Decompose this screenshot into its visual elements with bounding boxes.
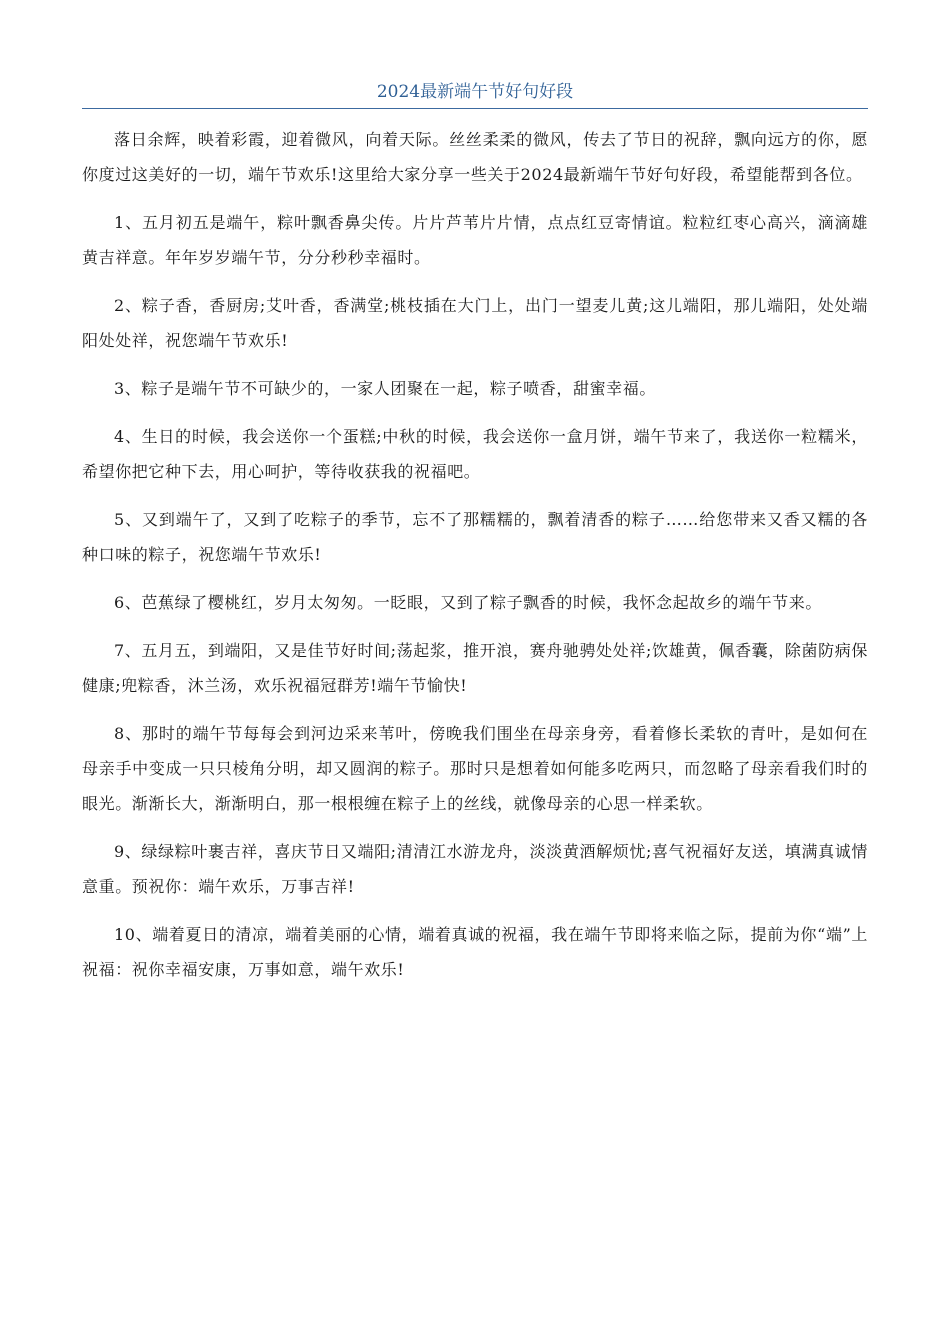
list-item: 9、绿绿粽叶裹吉祥，喜庆节日又端阳;清清江水游龙舟，淡淡黄酒解烦忧;喜气祝福好友送，填满真诚情意重。预祝你：端午欢乐，万事吉祥! [82,842,868,896]
list-item: 7、五月五，到端阳，又是佳节好时间;荡起浆，推开浪，赛舟驰骋处处祥;饮雄黄，佩香囊，除菌防病保健康;兜粽香，沐兰汤，欢乐祝福冠群芳!端午节愉快! [82,641,868,695]
page-header-title: 2024最新端午节好句好段 [376,82,574,102]
list-item: 5、又到端午了，又到了吃粽子的季节，忘不了那糯糯的，飘着清香的粽子……给您带来又香又糯的各种口味的粽子，祝您端午节欢乐! [82,510,868,564]
list-item: 2、粽子香，香厨房;艾叶香，香满堂;桃枝插在大门上，出门一望麦儿黄;这儿端阳，那儿端阳，处处端阳处处祥，祝您端午节欢乐! [82,296,868,350]
intro-paragraph: 落日余辉，映着彩霞，迎着微风，向着天际。丝丝柔柔的微风，传去了节日的祝辞，飘向远方的你，愿你度过这美好的一切，端午节欢乐!这里给大家分享一些关于2024最新端午节好句好段，希望能帮到各位。 [82,130,868,184]
list-item: 1、五月初五是端午，粽叶飘香鼻尖传。片片芦苇片片情，点点红豆寄情谊。粒粒红枣心高兴，滴滴雄黄吉祥意。年年岁岁端午节，分分秒秒幸福时。 [82,213,868,267]
list-item: 6、芭蕉绿了樱桃红，岁月太匆匆。一眨眼，又到了粽子飘香的时候，我怀念起故乡的端午节来。 [114,593,822,612]
list-item: 3、粽子是端午节不可缺少的，一家人团聚在一起，粽子喷香，甜蜜幸福。 [114,379,656,398]
header-divider [82,108,868,109]
list-item: 8、那时的端午节每每会到河边采来苇叶，傍晚我们围坐在母亲身旁，看着修长柔软的青叶，是如何在母亲手中变成一只只棱角分明，却又圆润的粽子。那时只是想着如何能多吃两只，而忽略了母亲看我们时的眼光。渐渐长大，渐渐明白，那一根根缠在粽子上的丝线，就像母亲的心思一样柔软。 [82,724,868,813]
document-body [82,122,868,1000]
list-item: 4、生日的时候，我会送你一个蛋糕;中秋的时候，我会送你一盒月饼，端午节来了，我送你一粒糯米，希望你把它种下去，用心呵护，等待收获我的祝福吧。 [82,427,868,481]
list-item: 10、端着夏日的清凉，端着美丽的心情，端着真诚的祝福，我在端午节即将来临之际，提前为你“端”上祝福：祝你幸福安康，万事如意，端午欢乐! [82,925,868,979]
